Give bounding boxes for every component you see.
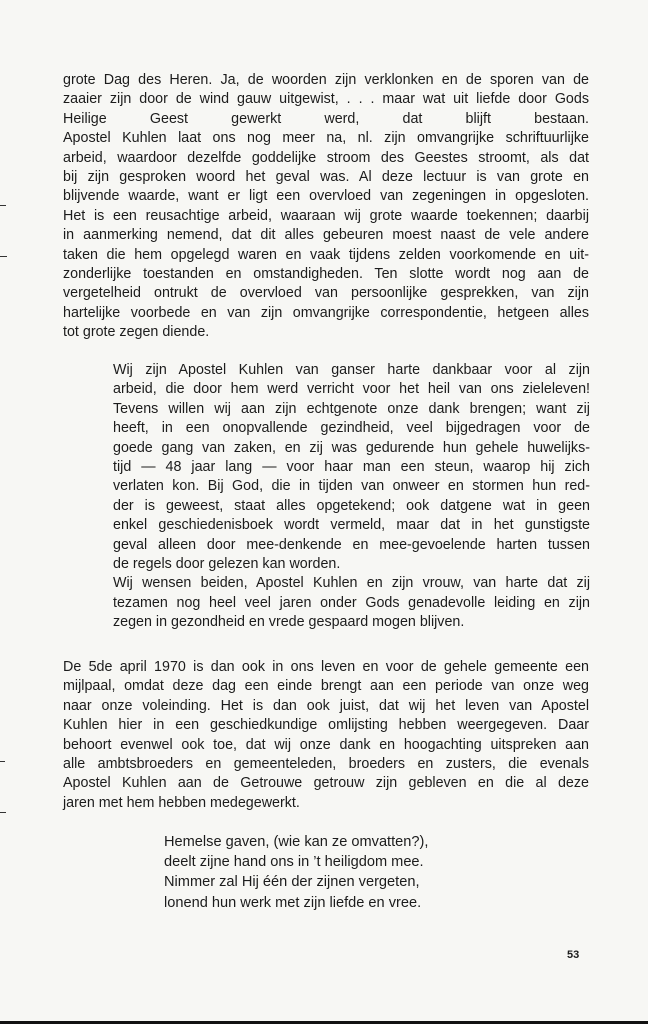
text-line: goede gang van zaken, en zij was gedurende hun gehele huwelijks- <box>113 439 590 456</box>
scan-margin-mark <box>0 256 7 257</box>
text-line: taken die hem opgelegd waren en vaak tijdens zelden voorkomende en uit- <box>63 246 589 263</box>
text-line: jaren met hem hebben medegewerkt. <box>63 794 300 811</box>
text-line: blijvende waarde, want er ligt een overvloed van zegeningen in opgesloten. <box>63 188 589 205</box>
text-line: Wij zijn Apostel Kuhlen van ganser harte dankbaar voor al zijn <box>113 362 590 378</box>
text-line: Hemelse gaven, (wie kan ze omvatten?), <box>164 834 429 850</box>
text-line: bij zijn gesproken woord het geval was. Al deze lectuur is van grote en <box>63 168 589 185</box>
text-line: behoort evenwel ook toe, dat wij onze dank en hoogachting uitspreken aan <box>63 736 589 753</box>
text-line: verlaten kon. Bij God, die in tijden van onweer en stormen hun red- <box>113 478 590 495</box>
text-line: lonend hun werk met zijn liefde en vree. <box>164 894 422 911</box>
text-line: arbeid, die door hem werd verricht voor het heil van ons zieleleven! <box>113 381 590 398</box>
text-line: geval alleen door mee-denkende en mee-gevoelende harten tussen <box>113 536 590 553</box>
text-line: Apostel Kuhlen aan de Getrouwe getrouw zijn gebleven en die al deze <box>63 775 589 792</box>
text-line: zonderlijke toestanden en omstandigheden. Ten slotte wordt nog aan de <box>63 265 589 282</box>
paragraph-thanks-indented <box>113 361 590 632</box>
page-number: 53 <box>567 949 580 961</box>
text-line: tijd — 48 jaar lang — voor haar man een steun, waarop hij zich <box>113 458 590 475</box>
text-line: zaaier zijn door de wind gauw uitgewist, . . . maar wat uit liefde door Gods <box>63 91 589 108</box>
text-line: tezamen nog heel veel jaren onder Gods genadevolle leiding en zijn <box>113 594 590 611</box>
text-line: Nimmer zal Hij één der zijnen vergeten, <box>164 874 420 891</box>
text-line: naar onze voleinding. Het is dan ook juist, dat wij het leven van Apostel <box>63 697 589 714</box>
text-line: heeft, in een onopvallende gezindheid, veel bijgedragen voor de <box>113 420 590 437</box>
text-line: Tevens willen wij aan zijn echtgenote onze dank brengen; want zij <box>113 400 590 417</box>
verse-hemelse-gaven <box>164 832 484 913</box>
scan-margin-mark <box>0 812 6 813</box>
text-line: zegen in gezondheid en vrede gespaard mogen blijven. <box>113 614 465 631</box>
text-line: tot grote zegen diende. <box>63 324 210 341</box>
text-line: grote Dag des Heren. Ja, de woorden zijn verklonken en de sporen van de <box>63 72 589 88</box>
text-line: enkel geschiedenisboek wordt vermeld, maar dat in het gunstigste <box>113 517 590 534</box>
text-line: mijlpaal, omdat deze dag een einde brengt aan een periode van onze weg <box>63 678 589 695</box>
text-line: Wij wensen beiden, Apostel Kuhlen en zijn vrouw, van harte dat zij <box>113 575 590 592</box>
text-line: vergetelheid ontrukt de overvloed van persoonlijke gesprekken, van zijn <box>63 285 589 302</box>
text-line: de regels door gelezen kan worden. <box>113 555 341 572</box>
text-line: Apostel Kuhlen laat ons nog meer na, nl. zijn omvangrijke schriftuurlijke <box>63 130 589 147</box>
text-line: alle ambtsbroeders en gemeenteleden, broeders en zusters, die evenals <box>63 755 589 772</box>
text-line: der is geweest, staat alles opgetekend; ook datgene wat in geen <box>113 497 590 514</box>
paragraph-april-1970 <box>63 658 589 813</box>
text-line: in aanmerking nemend, dat dit alles gebeuren moest naast de vele andere <box>63 227 589 244</box>
text-line: Kuhlen hier in een geschiedkundige omlijsting hebben weergegeven. Daar <box>63 717 589 734</box>
text-line: Het is een reusachtige arbeid, waaraan wij grote waarde toekennen; daarbij <box>63 207 589 224</box>
paragraph-apostel-legacy <box>63 71 589 342</box>
text-line: De 5de april 1970 is dan ook in ons leven en voor de gehele gemeente een <box>63 659 589 675</box>
text-line: hartelijke voorbede en van zijn omvangrijke correspondentie, hetgeen alles <box>63 304 589 321</box>
text-line: deelt zijne hand ons in ’t heiligdom mee. <box>164 854 424 871</box>
text-line: arbeid, waardoor dezelfde goddelijke stroom des Geestes stroomt, als dat <box>63 149 589 166</box>
scan-margin-mark <box>0 205 6 206</box>
scan-margin-mark <box>0 761 5 762</box>
text-line: Heilige Geest gewerkt werd, dat blijft bestaan. <box>63 110 589 127</box>
